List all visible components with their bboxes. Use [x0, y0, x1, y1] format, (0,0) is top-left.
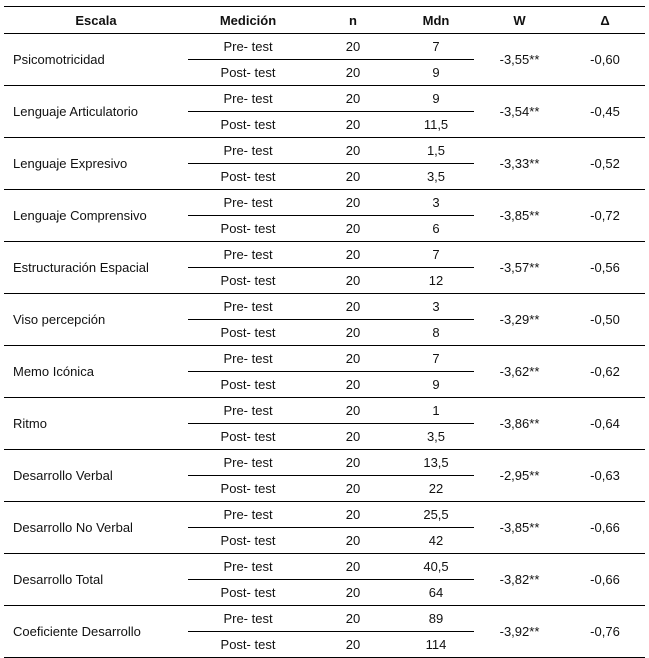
scale-name: Lenguaje Articulatorio [4, 86, 188, 138]
header-row [4, 7, 645, 34]
medicion-cell: Pre- test [188, 346, 308, 372]
scale-name: Desarrollo No Verbal [4, 502, 188, 554]
medicion-cell: Post- test [188, 372, 308, 398]
medicion-cell: Pre- test [188, 190, 308, 216]
n-cell: 20 [308, 86, 398, 112]
table-row-pre [4, 346, 645, 372]
mdn-cell: 22 [398, 476, 474, 502]
header-mdn: Mdn [398, 7, 474, 34]
n-cell: 20 [308, 112, 398, 138]
delta-cell: -0,72 [565, 190, 645, 242]
table-row-pre [4, 606, 645, 632]
scale-name: Coeficiente Desarrollo [4, 606, 188, 658]
mdn-cell: 7 [398, 242, 474, 268]
mdn-cell: 9 [398, 60, 474, 86]
w-cell: -3,85** [474, 190, 565, 242]
w-cell: -3,62** [474, 346, 565, 398]
table-row-pre [4, 502, 645, 528]
n-cell: 20 [308, 294, 398, 320]
n-cell: 20 [308, 34, 398, 60]
mdn-cell: 12 [398, 268, 474, 294]
n-cell: 20 [308, 502, 398, 528]
results-table [4, 6, 645, 658]
scale-name: Lenguaje Expresivo [4, 138, 188, 190]
header-delta: Δ [565, 7, 645, 34]
medicion-cell: Post- test [188, 476, 308, 502]
medicion-cell: Pre- test [188, 242, 308, 268]
mdn-cell: 1 [398, 398, 474, 424]
n-cell: 20 [308, 528, 398, 554]
header-w: W [474, 7, 565, 34]
table-row-pre [4, 190, 645, 216]
n-cell: 20 [308, 190, 398, 216]
mdn-cell: 13,5 [398, 450, 474, 476]
w-cell: -3,92** [474, 606, 565, 658]
scale-name: Lenguaje Comprensivo [4, 190, 188, 242]
mdn-cell: 42 [398, 528, 474, 554]
table-row-pre [4, 398, 645, 424]
mdn-cell: 6 [398, 216, 474, 242]
n-cell: 20 [308, 216, 398, 242]
mdn-cell: 40,5 [398, 554, 474, 580]
table-row-pre [4, 450, 645, 476]
medicion-cell: Pre- test [188, 138, 308, 164]
medicion-cell: Pre- test [188, 86, 308, 112]
w-cell: -3,55** [474, 34, 565, 86]
table-row-pre [4, 294, 645, 320]
medicion-cell: Post- test [188, 268, 308, 294]
scale-name: Estructuración Espacial [4, 242, 188, 294]
n-cell: 20 [308, 424, 398, 450]
n-cell: 20 [308, 632, 398, 658]
delta-cell: -0,52 [565, 138, 645, 190]
medicion-cell: Pre- test [188, 554, 308, 580]
w-cell: -3,33** [474, 138, 565, 190]
header-medicion: Medición [188, 7, 308, 34]
scale-name: Ritmo [4, 398, 188, 450]
scale-name: Desarrollo Total [4, 554, 188, 606]
n-cell: 20 [308, 450, 398, 476]
scale-name: Memo Icónica [4, 346, 188, 398]
delta-cell: -0,66 [565, 502, 645, 554]
delta-cell: -0,50 [565, 294, 645, 346]
mdn-cell: 89 [398, 606, 474, 632]
delta-cell: -0,60 [565, 34, 645, 86]
medicion-cell: Post- test [188, 320, 308, 346]
mdn-cell: 64 [398, 580, 474, 606]
mdn-cell: 3 [398, 190, 474, 216]
w-cell: -3,82** [474, 554, 565, 606]
w-cell: -3,29** [474, 294, 565, 346]
w-cell: -3,86** [474, 398, 565, 450]
w-cell: -3,57** [474, 242, 565, 294]
n-cell: 20 [308, 320, 398, 346]
w-cell: -2,95** [474, 450, 565, 502]
n-cell: 20 [308, 476, 398, 502]
medicion-cell: Post- test [188, 424, 308, 450]
delta-cell: -0,63 [565, 450, 645, 502]
mdn-cell: 3,5 [398, 424, 474, 450]
medicion-cell: Pre- test [188, 294, 308, 320]
delta-cell: -0,56 [565, 242, 645, 294]
delta-cell: -0,76 [565, 606, 645, 658]
w-cell: -3,85** [474, 502, 565, 554]
mdn-cell: 9 [398, 372, 474, 398]
w-cell: -3,54** [474, 86, 565, 138]
scale-name: Psicomotricidad [4, 34, 188, 86]
header-escala: Escala [4, 7, 188, 34]
medicion-cell: Pre- test [188, 398, 308, 424]
mdn-cell: 1,5 [398, 138, 474, 164]
n-cell: 20 [308, 554, 398, 580]
n-cell: 20 [308, 164, 398, 190]
n-cell: 20 [308, 398, 398, 424]
table-row-pre [4, 34, 645, 60]
medicion-cell: Post- test [188, 580, 308, 606]
mdn-cell: 8 [398, 320, 474, 346]
header-n: n [308, 7, 398, 34]
delta-cell: -0,45 [565, 86, 645, 138]
table-header [4, 7, 645, 34]
n-cell: 20 [308, 372, 398, 398]
table-row-pre [4, 138, 645, 164]
medicion-cell: Post- test [188, 112, 308, 138]
mdn-cell: 3 [398, 294, 474, 320]
delta-cell: -0,64 [565, 398, 645, 450]
n-cell: 20 [308, 580, 398, 606]
medicion-cell: Post- test [188, 216, 308, 242]
mdn-cell: 114 [398, 632, 474, 658]
mdn-cell: 9 [398, 86, 474, 112]
n-cell: 20 [308, 60, 398, 86]
delta-cell: -0,66 [565, 554, 645, 606]
mdn-cell: 7 [398, 346, 474, 372]
mdn-cell: 3,5 [398, 164, 474, 190]
medicion-cell: Pre- test [188, 502, 308, 528]
table-row-pre [4, 242, 645, 268]
delta-cell: -0,62 [565, 346, 645, 398]
medicion-cell: Pre- test [188, 606, 308, 632]
mdn-cell: 25,5 [398, 502, 474, 528]
scale-name: Viso percepción [4, 294, 188, 346]
mdn-cell: 11,5 [398, 112, 474, 138]
medicion-cell: Post- test [188, 60, 308, 86]
table-row-pre [4, 554, 645, 580]
n-cell: 20 [308, 346, 398, 372]
n-cell: 20 [308, 242, 398, 268]
medicion-cell: Post- test [188, 528, 308, 554]
medicion-cell: Pre- test [188, 34, 308, 60]
medicion-cell: Post- test [188, 164, 308, 190]
n-cell: 20 [308, 606, 398, 632]
medicion-cell: Post- test [188, 632, 308, 658]
mdn-cell: 7 [398, 34, 474, 60]
table-body [4, 34, 645, 658]
medicion-cell: Pre- test [188, 450, 308, 476]
n-cell: 20 [308, 138, 398, 164]
scale-name: Desarrollo Verbal [4, 450, 188, 502]
table-row-pre [4, 86, 645, 112]
n-cell: 20 [308, 268, 398, 294]
